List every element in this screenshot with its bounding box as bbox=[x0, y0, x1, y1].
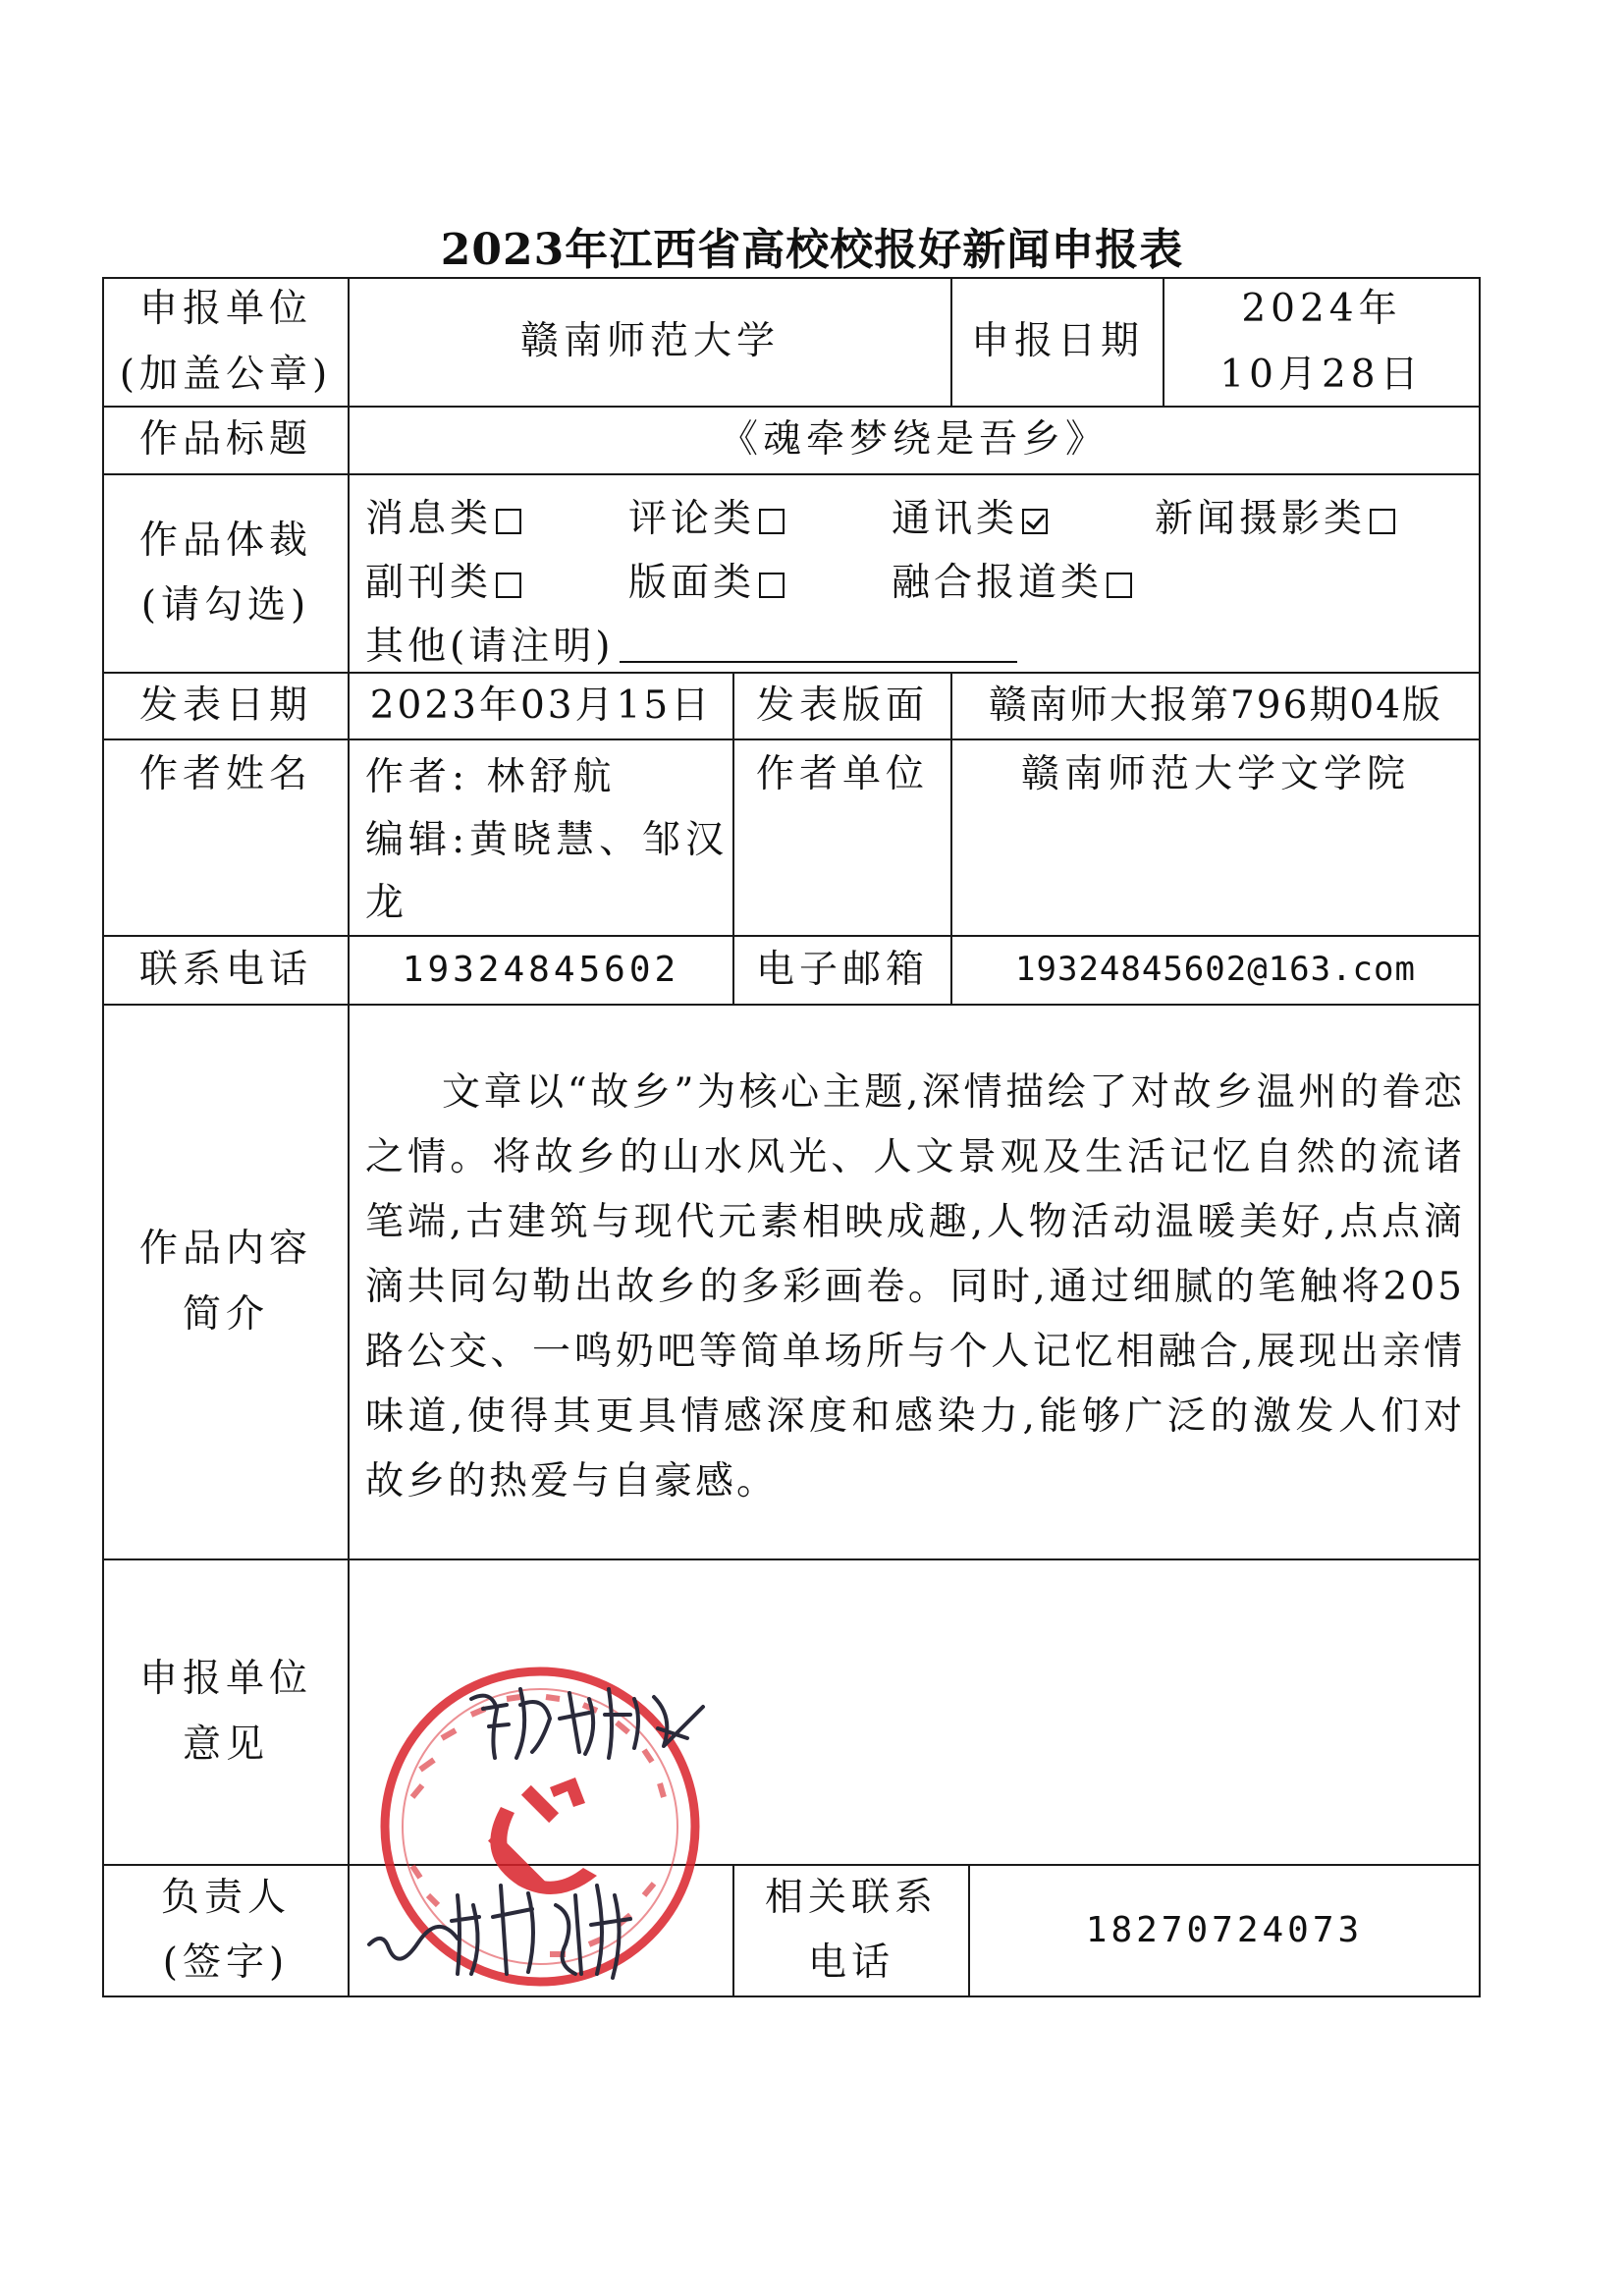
unit-label bbox=[104, 279, 348, 406]
summary-label-line1: 作品内容 bbox=[138, 1227, 312, 1272]
email-label: 电子邮箱 bbox=[755, 947, 929, 992]
genre-option-media-fusion[interactable] bbox=[892, 552, 1132, 607]
genre-other-label: 其他(请注明) bbox=[365, 625, 615, 669]
summary-label-line2: 简介 bbox=[182, 1291, 269, 1337]
genre-option-label: 副刊类 bbox=[365, 561, 493, 605]
work-title-label: 作品标题 bbox=[138, 417, 312, 463]
declare-date-line2: 10月28日 bbox=[1219, 352, 1424, 397]
declare-date-line1: 2024年 bbox=[1241, 287, 1402, 332]
genre-option-photo[interactable] bbox=[1155, 488, 1395, 543]
genre-label bbox=[104, 475, 348, 672]
author-label: 作者姓名 bbox=[138, 751, 312, 796]
responsible-label bbox=[104, 1866, 348, 1995]
declare-date-value bbox=[1164, 279, 1479, 406]
genre-option-correspondence[interactable] bbox=[892, 488, 1048, 543]
work-title-value: 《魂牵梦绕是吾乡》 bbox=[719, 417, 1109, 463]
genre-option-label: 版面类 bbox=[628, 561, 756, 605]
author-names bbox=[365, 746, 732, 935]
publish-page-value: 赣南师大报第796期04版 bbox=[988, 683, 1443, 728]
phone-label: 联系电话 bbox=[138, 947, 312, 992]
other-blank-field[interactable] bbox=[620, 626, 1017, 663]
form-title: 2023年江西省高校校报好新闻申报表 bbox=[440, 225, 1184, 275]
unit-label-line1: 申报单位 bbox=[138, 287, 312, 332]
publish-page-label: 发表版面 bbox=[755, 683, 929, 728]
checked-checkbox-icon[interactable] bbox=[1022, 509, 1048, 534]
checkbox-icon[interactable] bbox=[1107, 573, 1132, 598]
genre-option-label: 通讯类 bbox=[892, 497, 1019, 541]
related-phone-label bbox=[734, 1866, 968, 1995]
genre-label-line2: (请勾选) bbox=[140, 583, 311, 628]
opinion-label-line1: 申报单位 bbox=[138, 1657, 312, 1702]
genre-option-other[interactable] bbox=[365, 616, 1017, 671]
rule bbox=[102, 1995, 1481, 1997]
editor-line: 编辑:黄晓慧、邹汉 bbox=[365, 818, 730, 862]
checkbox-icon[interactable] bbox=[759, 509, 785, 534]
genre-option-commentary[interactable] bbox=[628, 488, 785, 543]
phone-value: 19324845602 bbox=[402, 950, 680, 991]
summary-text: 文章以“故乡”为核心主题,深情描绘了对故乡温州的眷恋之情。将故乡的山水风光、人文景观及生活记忆自然的流诸笔端,古建筑与现代元素相映成趣,人物活动温暖美好,点点滴滴共同勾勒出故乡的多彩画卷。同时,通过细腻的笔触将205路公交、一鸣奶吧等简单场所与个人记忆相融合,展现出亲情味道,使得其更具情感深度和感染力,能够广泛的激发人们对故乡的热爱与自豪感。 bbox=[365, 1070, 1465, 1503]
publish-date-value: 2023年03月15日 bbox=[369, 683, 713, 728]
opinion-label bbox=[104, 1560, 348, 1864]
checkbox-icon[interactable] bbox=[496, 509, 521, 534]
opinion-label-line2: 意见 bbox=[182, 1722, 269, 1767]
summary-label bbox=[104, 1006, 348, 1558]
checkbox-icon[interactable] bbox=[759, 573, 785, 598]
unit-value: 赣南师范大学 bbox=[519, 319, 780, 364]
related-phone-label-line2: 电话 bbox=[807, 1941, 894, 1985]
genre-option-label: 消息类 bbox=[365, 497, 493, 541]
handwritten-signature-icon bbox=[363, 1866, 658, 1994]
editor-line-continued: 龙 bbox=[365, 881, 409, 925]
genre-option-label: 评论类 bbox=[628, 497, 756, 541]
genre-option-label: 新闻摄影类 bbox=[1155, 497, 1367, 541]
declare-date-label: 申报日期 bbox=[970, 319, 1144, 364]
related-phone-value: 18270724073 bbox=[1085, 1910, 1364, 1951]
rule bbox=[1479, 277, 1481, 1997]
author-unit-label: 作者单位 bbox=[755, 751, 929, 796]
publish-date-label: 发表日期 bbox=[138, 683, 312, 728]
handwritten-signature-icon bbox=[461, 1669, 717, 1777]
genre-option-supplement[interactable] bbox=[365, 552, 521, 607]
unit-label-line2: (加盖公章) bbox=[119, 352, 333, 397]
checkbox-icon[interactable] bbox=[496, 573, 521, 598]
related-phone-label-line1: 相关联系 bbox=[764, 1875, 938, 1920]
author-line: 作者: 林舒航 bbox=[365, 755, 617, 799]
email-value: 19324845602@163.com bbox=[1015, 950, 1416, 990]
genre-option-label: 融合报道类 bbox=[892, 561, 1104, 605]
author-unit-value: 赣南师范大学文学院 bbox=[1020, 751, 1410, 796]
checkbox-icon[interactable] bbox=[1370, 509, 1395, 534]
rule bbox=[348, 277, 350, 1997]
genre-option-layout[interactable] bbox=[628, 552, 785, 607]
genre-option-news[interactable] bbox=[365, 488, 521, 543]
responsible-label-line1: 负责人 bbox=[160, 1875, 291, 1920]
genre-label-line1: 作品体裁 bbox=[138, 518, 312, 563]
responsible-label-line2: (签字) bbox=[162, 1941, 290, 1985]
